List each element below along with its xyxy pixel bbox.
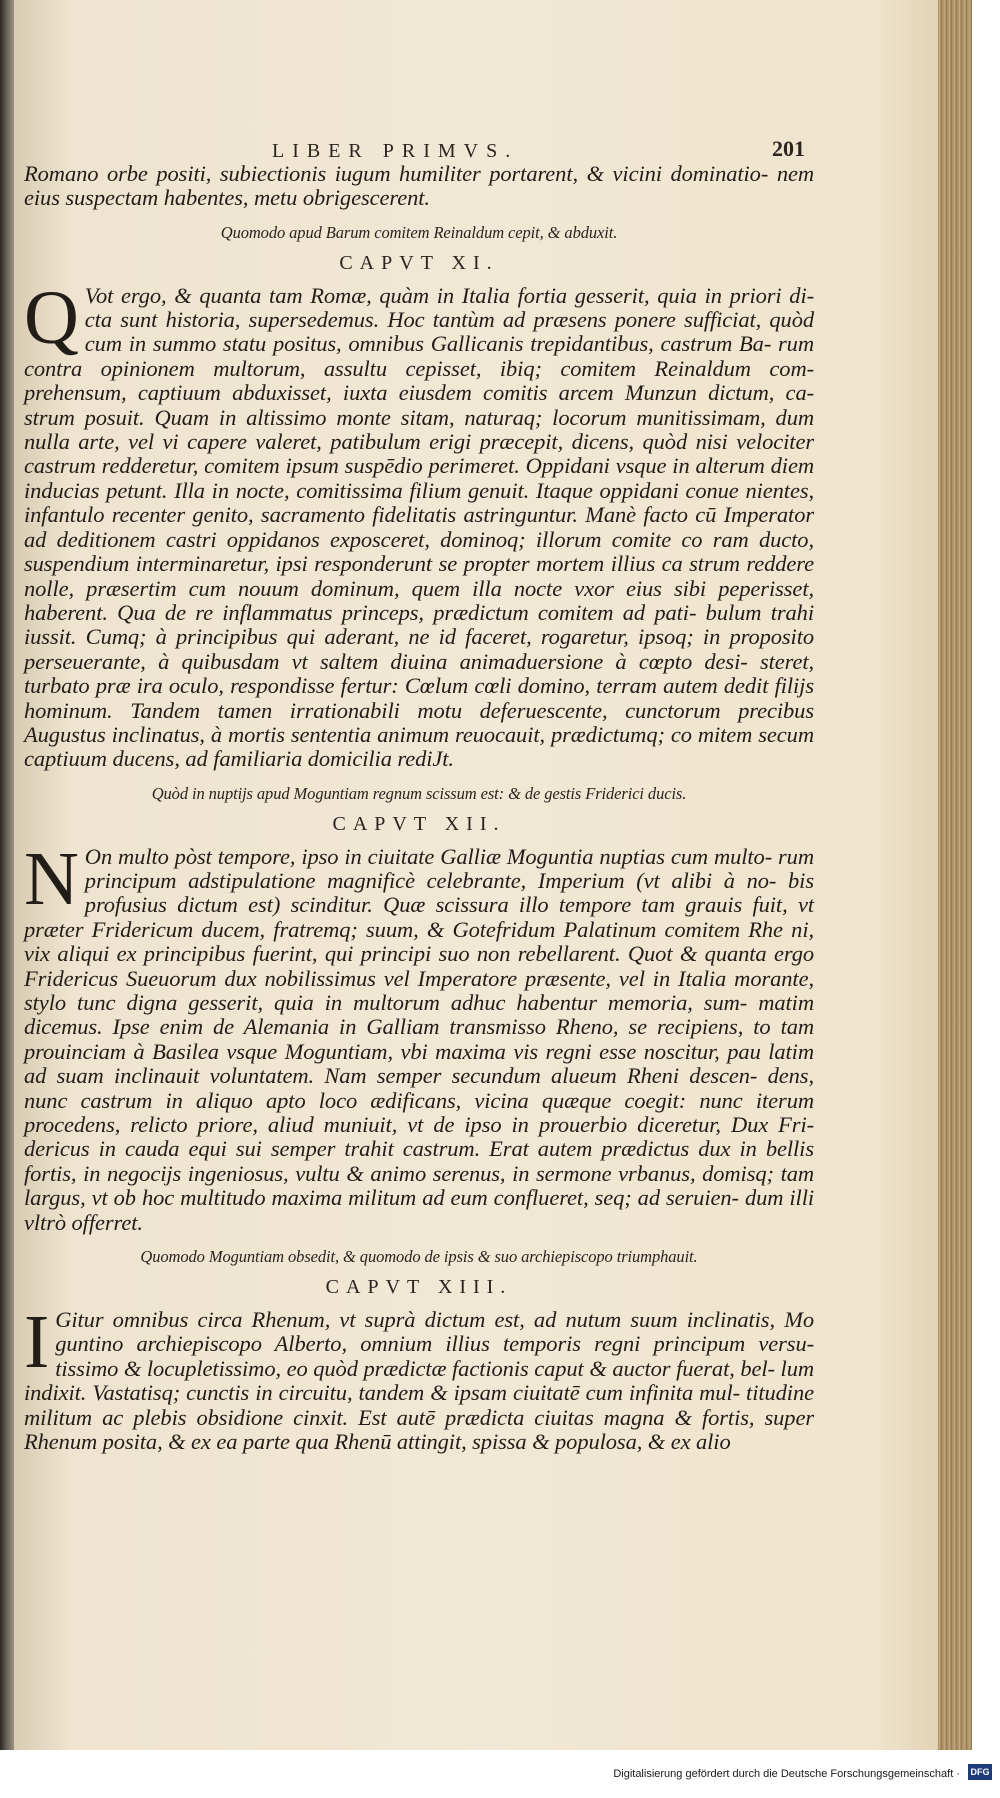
text-line: dens, nunc castrum in aliquo apto loco ædificans, vicina quæque coegit: nunc iterum: [24, 1063, 814, 1113]
text-line: ergo Fridericus Sueuorum dux nobilissimus vel Imperatore præsente, vel in Italia: [24, 941, 814, 991]
text-line: Gitur omnibus circa Rhenum, vt suprà dictum est, ad nutum suum inclinatis, Mo: [55, 1306, 814, 1332]
text-line: præter Fridericum ducem, fratremq; suum, & Gotefridum Palatinum comitem Rhe: [24, 916, 783, 942]
text-line: fortis, in negocijs ingeniosus, vultu & animo serenus, in sermone vrbanus, domisq;: [24, 1160, 774, 1186]
body-text: [24, 162, 814, 1454]
text-line: nulla arte, vel vi capere valeret, patibulum erigi præcepit, dicens, quòd nisi velociter: [24, 429, 814, 455]
chapter-12: [24, 782, 814, 1235]
text-line: precibus Augustus inclinatus, à mortis sententia animum reuocauit, prædictumq; co: [24, 697, 814, 747]
chapters: [24, 221, 814, 1455]
page-edge: [938, 0, 972, 1750]
chapter-11: [24, 221, 814, 772]
digitization-credit: Digitalisierung gefördert durch die Deutsche Forschungsgemeinschaft ·: [613, 1768, 960, 1780]
chapter-13: [24, 1245, 814, 1454]
chapter-heading: CAPVT XII.: [332, 813, 506, 836]
text-line: lum indixit. Vastatisq; cunctis in circuitu, tandem & ipsam ciuitatē cum infinita mul-: [24, 1355, 814, 1406]
text-line: peperisset, haberent. Qua de re inflammatus princeps, prædictum comitem ad pati-: [24, 575, 814, 625]
text-line: On multo pòst tempore, ipso in ciuitate Galliæ Moguntia nuptias cum multo-: [84, 843, 773, 869]
chapter-heading: CAPVT XI.: [339, 252, 499, 275]
text-line: tam largus, vt ob hoc multitudo maxima militum ad eum conflueret, seq; ad seruien-: [24, 1160, 815, 1211]
text-line: diem inducias petunt. Illa in nocte, comitissima filium genuit. Itaque oppidani conue: [24, 453, 814, 503]
text-line: dedit filijs hominum. Tandem tamen irrationabili motu deferuescente, cunctorum: [24, 673, 814, 723]
text-line: nientes, infantulo recenter genito, sacramento fidelitatis astringuntur. Manè facto cū: [24, 477, 815, 528]
chapter-rubric: Quomodo apud Barum comitem Reinaldum cepit, & abduxit.: [220, 222, 618, 242]
dfg-logo: DFG: [968, 1764, 992, 1780]
book-page: [14, 0, 972, 1750]
text-line: matim dicemus. Ipse enim de Alemania in Galliam transmisso Rheno, se recipiens, to: [24, 990, 814, 1040]
text-line: proposito perseuerante, à quibusdam vt saltem diuina animaduersione à cœpto desi-: [24, 624, 814, 674]
chapter-paragraph: [24, 275, 815, 772]
text-line: procedens, relicto priore, aliud muniuit, vt de ipso in prouerbio diceretur, Dux Fri-: [24, 1112, 814, 1138]
text-line: mitem secum captiuum ducens, ad familiaria domicilia rediJt.: [24, 721, 814, 772]
text-line: Vot ergo, & quanta tam Romæ, quàm in Italia fortia gesserit, quia in priori di-: [84, 282, 814, 308]
chapter-paragraph: [24, 836, 815, 1236]
text-line: titudine militum ac plebis obsidione cinxit. Est autē prædicta ciuitas magna & fortis,: [24, 1380, 814, 1430]
text-line: dum illi vltrò offerret.: [24, 1185, 814, 1235]
text-line: prehensum, captiuum abduxisset, iuxta eiusdem comitis arcem Munzun dictum, ca-: [24, 380, 814, 406]
text-line: castrum redderetur, comitem ipsum suspēdio perimeret. Oppidani vsque in alterum: [24, 453, 765, 479]
text-line: morante, stylo tunc digna gesserit, quia in multorum adhuc habentur memoria, sum-: [24, 965, 814, 1015]
drop-cap: I: [24, 1299, 50, 1384]
text-line: bulum trahi iussit. Cumq; à principibus qui aderant, ne id faceret, rogaretur, ipsoq; in: [24, 599, 814, 650]
text-line: bis profusius dictum est) scinditur. Quæ scissura illo tempore tam grauis fuit, vt: [84, 867, 814, 918]
text-line: strum posuit. Quam in altissimo monte sitam, naturaq; locorum munitissimam, dum: [24, 404, 814, 430]
drop-cap: N: [24, 836, 79, 921]
chapter-rubric: Quomodo Moguntiam obsedit, & quomodo de ipsis & suo archiepiscopo triumphauit.: [140, 1247, 698, 1267]
text-line: rum contra opinionem multorum, assultu cepisset, ibiq; comitem Reinaldum com-: [24, 331, 814, 381]
text-line: Imperator ad deditionem castri oppidanos exposceret, dominoq; illorum comite co: [24, 502, 814, 552]
text-line: ni, vix aliqui ex principibus fuerint, qui principi suo non rebellarent. Quot & quanta: [24, 916, 814, 967]
chapter-heading: CAPVT XIII.: [325, 1276, 513, 1299]
text-line: super Rhenum posita, & ex ea parte qua Rhenū attingit, spissa & populosa, & ex alio: [24, 1404, 814, 1454]
text-line: steret, turbato præ ira oculo, respondisse fertur: Cœlum cœli domino, terram autem: [24, 648, 815, 699]
text-line: cum in summo statu positus, omnibus Gallicanis trepidantibus, castrum Ba-: [84, 331, 772, 357]
page-number: 201: [772, 136, 805, 161]
text-line: latim ad suam inclinauit voluntatem. Nam semper secundum alueum Rheni descen-: [24, 1038, 814, 1089]
text-line: guntino archiepiscopo Alberto, omnium illius temporis regni principum versu-: [55, 1331, 814, 1357]
opening-paragraph: Romano orbe positi, subiectionis iugum humiliter portarent, & vicini dominatio- nem eius suspectam habentes, metu obrigescerent.: [24, 161, 814, 211]
chapter-rubric: Quòd in nuptijs apud Moguntiam regnum scissum est: & de gestis Friderici ducis.: [151, 783, 687, 803]
text-line: rum principum adstipulatione magnificè celebrante, Imperium (vt alibi à no-: [84, 843, 814, 893]
text-line: ram ducto, suspendium interminaretur, ipsi responderunt se propter mortem illius ca: [24, 526, 814, 577]
drop-cap: Q: [24, 275, 79, 360]
text-line: cta sunt historia, supersedemus. Hoc tantùm ad præsens ponere sufficiat, quòd: [84, 307, 814, 333]
text-line: tissimo & locupletissimo, eo quòd prædictæ factionis caput & auctor fuerat, bel-: [55, 1355, 775, 1381]
text-line: tam prouinciam à Basilea vsque Moguntiam, vbi maxima vis regni esse noscitur, pau: [24, 1014, 815, 1064]
text-line: dericus in cauda equi sui semper trahit castrum. Erat autem prædictus dux in bellis: [24, 1136, 814, 1162]
chapter-paragraph: [24, 1299, 814, 1454]
text-line: strum reddere nolle, præsertim cum nouum dominum, quem illa nocte vxor eius sibi: [24, 551, 815, 601]
running-head: LIBER PRIMVS.: [272, 140, 519, 162]
